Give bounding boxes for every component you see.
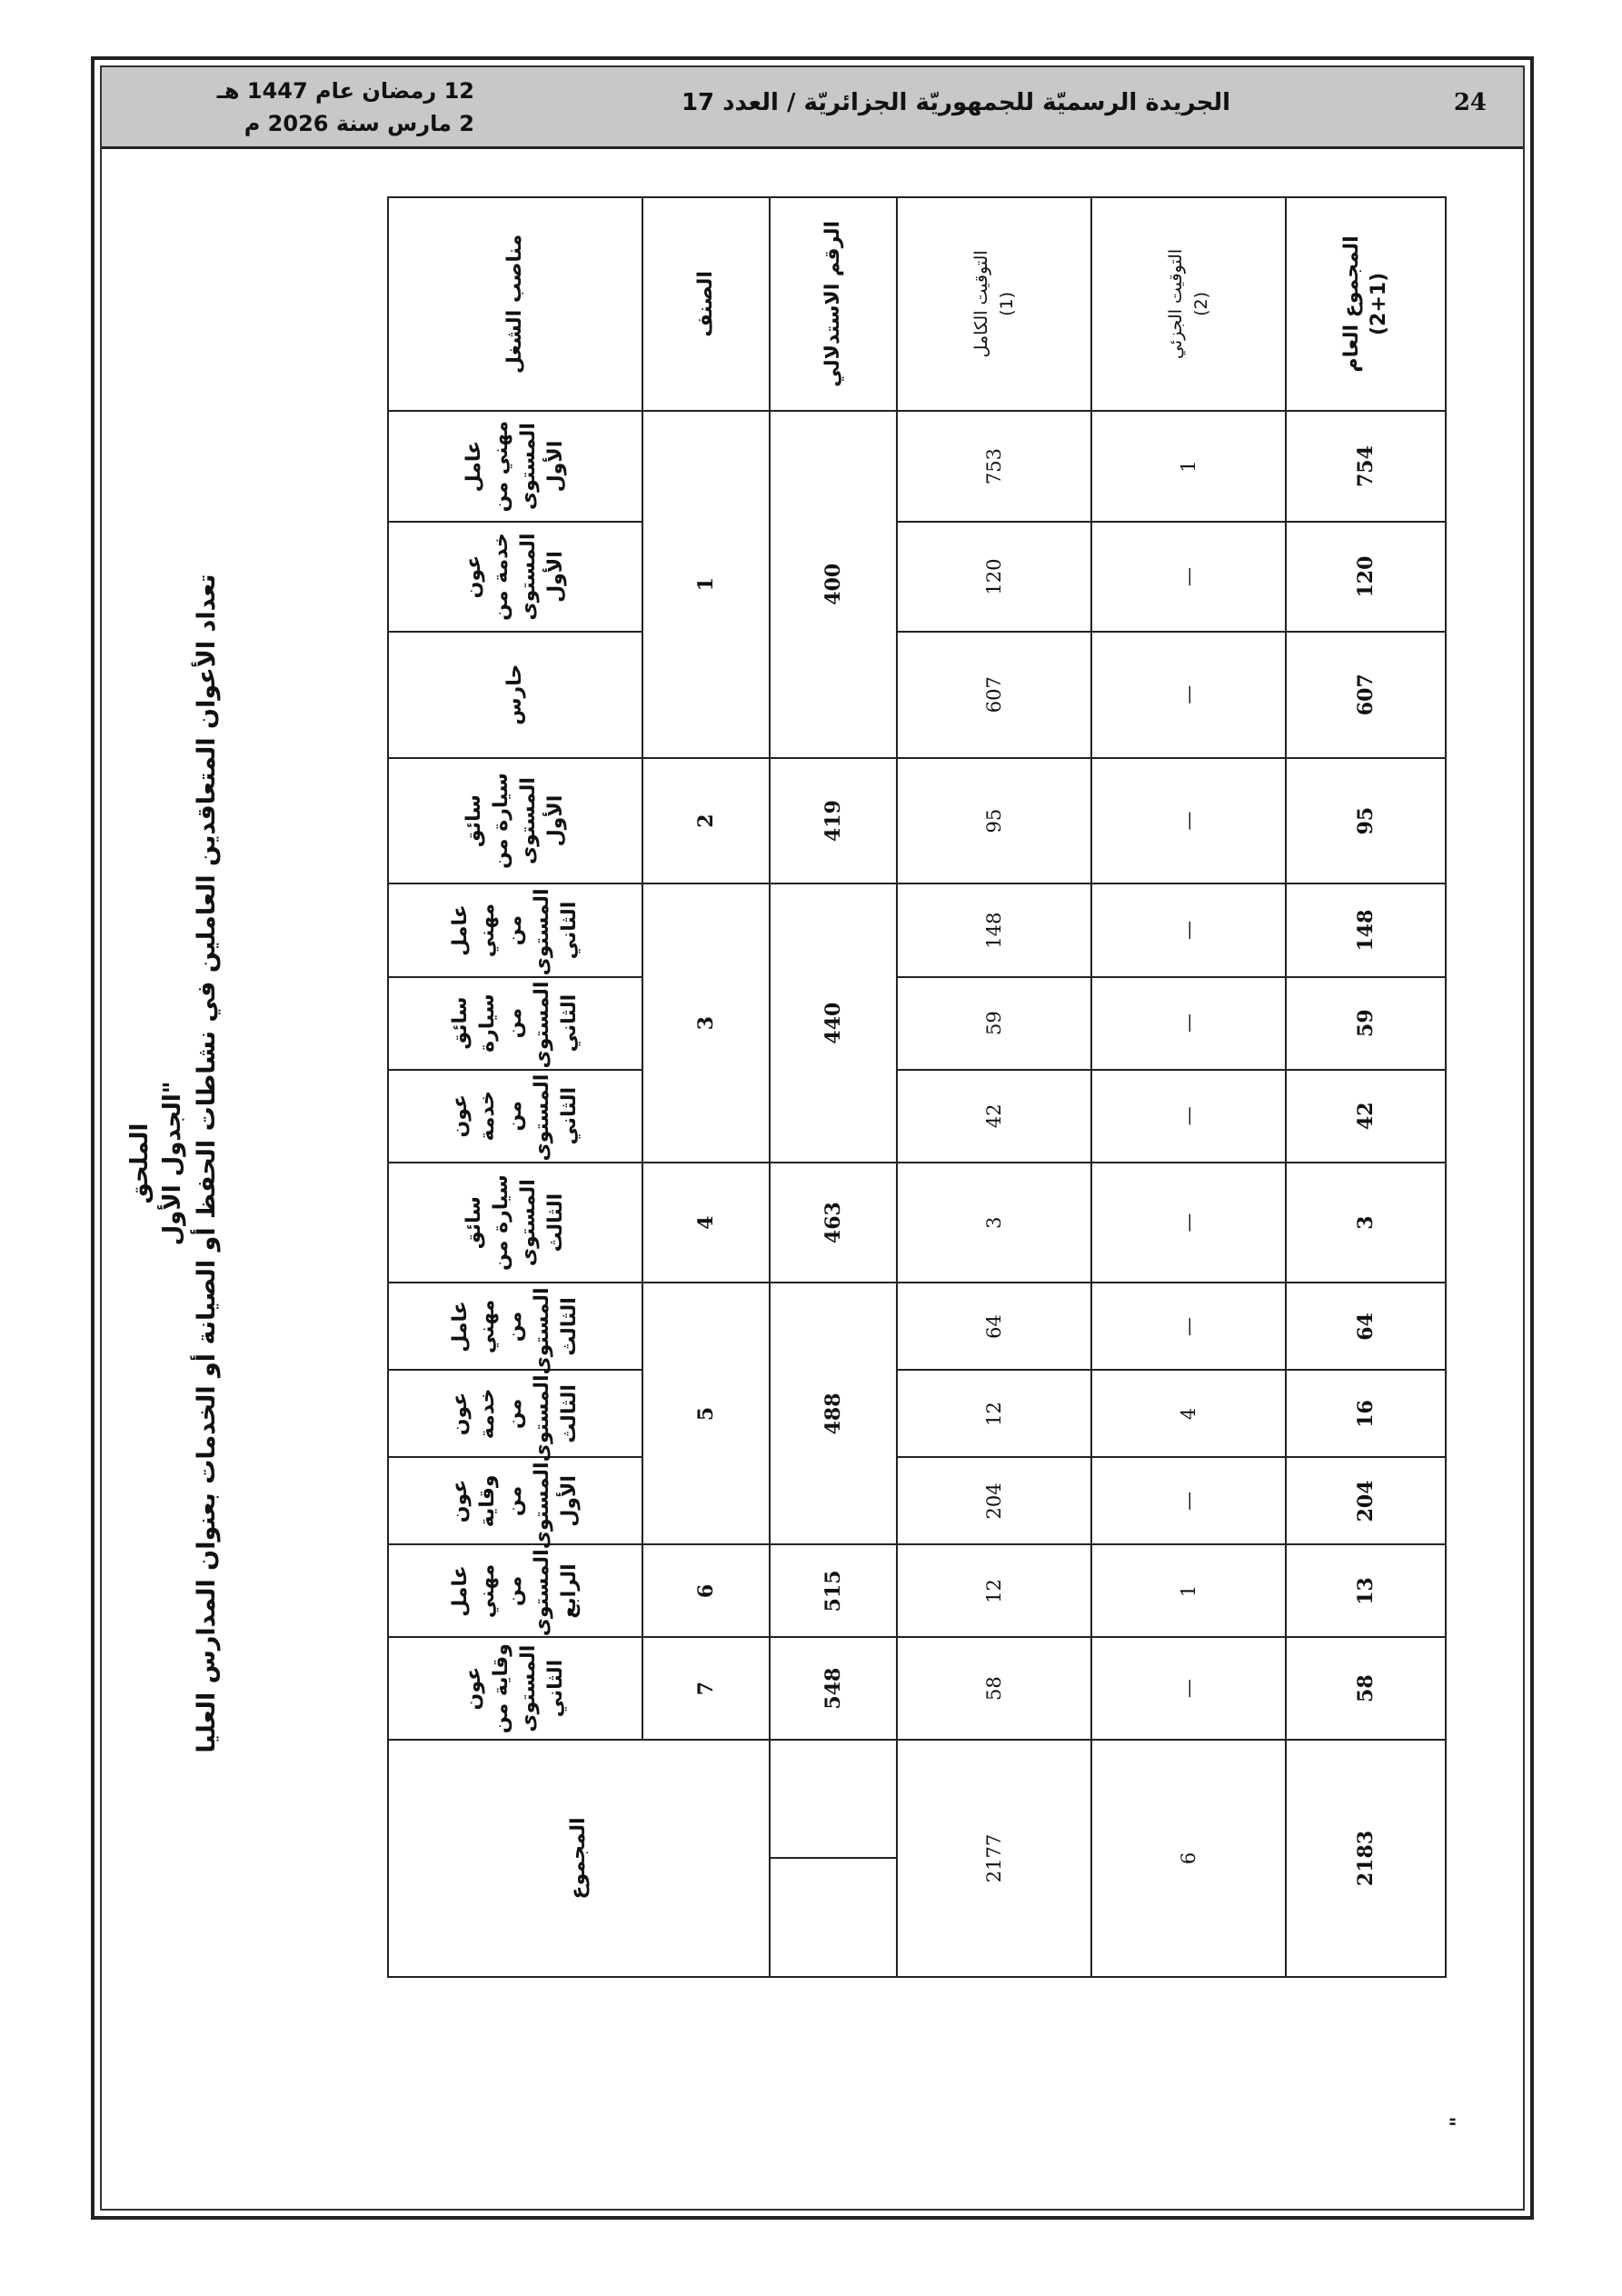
- full-time-cell: 12: [897, 1544, 1091, 1637]
- category-cell: 5: [642, 1283, 770, 1544]
- header-total: المجموع العام (1+2): [1286, 197, 1446, 411]
- index-cell: 515: [770, 1544, 897, 1637]
- full-time-cell: 148: [897, 883, 1091, 976]
- grand-total: 2183: [1286, 1740, 1446, 1977]
- index-cell: 548: [770, 1637, 897, 1739]
- index-cell: 400: [770, 411, 897, 758]
- date-hijri: 12 رمضان عام 1447 هـ: [216, 78, 474, 104]
- part-time-cell: —: [1091, 883, 1286, 976]
- full-time-cell: 753: [897, 411, 1091, 523]
- total-cell: 13: [1286, 1544, 1446, 1637]
- full-time-num: (1): [997, 291, 1017, 316]
- job-cell: عون خدمة من المستوى الثاني: [388, 1070, 642, 1163]
- total-cell: 64: [1286, 1283, 1446, 1370]
- job-cell: عون وقاية من المستوى الأول: [388, 1457, 642, 1544]
- date-gregorian: 2 مارس سنة 2026 م: [244, 111, 474, 136]
- table-title: تعداد الأعوان المتعاقدين العاملين في نشاطات الحفظ أو الصيانة أو الخدمات بعنوان المدارس العليا: [193, 574, 221, 1753]
- part-time-cell: 1: [1091, 1544, 1286, 1637]
- row-total: [1286, 197, 1446, 2144]
- full-time-cell: 95: [897, 758, 1091, 884]
- job-cell: عون وقاية من المستوى الثاني: [388, 1637, 642, 1739]
- index-cell: 488: [770, 1283, 897, 1544]
- category-cell: 4: [642, 1163, 770, 1283]
- total-cell: 42: [1286, 1070, 1446, 1163]
- category-cell: 6: [642, 1544, 770, 1637]
- annex-label: الملحق: [126, 1123, 154, 1204]
- header-part-time: [1091, 197, 1286, 411]
- journal-title: الجريدة الرسميّة للجمهوريّة الجزائريّة / العدد 17: [681, 89, 1231, 116]
- index-cell: 419: [770, 758, 897, 884]
- part-time-cell: 4: [1091, 1370, 1286, 1457]
- row-full-time: [897, 197, 1091, 2144]
- closing-quote: ": [1447, 2116, 1470, 2127]
- empty-cell: [770, 1740, 897, 1859]
- total-cell: 754: [1286, 411, 1446, 523]
- total-cell: 95: [1286, 758, 1446, 884]
- full-time-cell: 204: [897, 1457, 1091, 1544]
- part-time-cell: 1: [1091, 411, 1286, 523]
- job-cell: سائق سيارة من المستوى الثاني: [388, 977, 642, 1070]
- header-dates: [129, 75, 474, 140]
- category-cell: 1: [642, 411, 770, 758]
- total-full-time: 2177: [897, 1740, 1091, 1977]
- total-cell: 204: [1286, 1457, 1446, 1544]
- category-cell: 7: [642, 1637, 770, 1739]
- total-cell: 3: [1286, 1163, 1446, 1283]
- job-cell: عامل مهني من المستوى الثاني: [388, 883, 642, 976]
- total-cell: 607: [1286, 632, 1446, 758]
- row-index: [770, 197, 897, 2144]
- part-time-cell: —: [1091, 758, 1286, 884]
- job-cell: سائق سيارة من المستوى الأول: [388, 758, 642, 884]
- job-cell: عامل مهني من المستوى الرابع: [388, 1544, 642, 1637]
- total-cell: 16: [1286, 1370, 1446, 1457]
- staff-table: [387, 196, 1447, 2145]
- category-cell: 3: [642, 883, 770, 1162]
- job-cell: سائق سيارة من المستوى الثالث: [388, 1163, 642, 1283]
- header-row-job: [388, 197, 642, 2144]
- part-time-cell: —: [1091, 1070, 1286, 1163]
- total-label: المجموع: [388, 1740, 770, 1977]
- full-time-cell: 64: [897, 1283, 1091, 1370]
- full-time-cell: 120: [897, 522, 1091, 631]
- part-time-cell: —: [1091, 632, 1286, 758]
- part-time-cell: —: [1091, 522, 1286, 631]
- total-cell: 59: [1286, 977, 1446, 1070]
- full-time-cell: 3: [897, 1163, 1091, 1283]
- job-cell: عامل مهني من المستوى الأول: [388, 411, 642, 523]
- full-time-cell: 12: [897, 1370, 1091, 1457]
- job-cell: حارس: [388, 632, 642, 758]
- index-cell: 463: [770, 1163, 897, 1283]
- header-full-time: [897, 197, 1091, 411]
- total-cell: 148: [1286, 883, 1446, 976]
- header-job: مناصب الشغل: [388, 197, 642, 411]
- total-cell: 58: [1286, 1637, 1446, 1739]
- page-number: 24: [1453, 89, 1487, 116]
- category-cell: 2: [642, 758, 770, 884]
- job-cell: عون خدمة من المستوى الأول: [388, 522, 642, 631]
- full-time-cell: 59: [897, 977, 1091, 1070]
- table-name: "الجدول الأول: [159, 1081, 186, 1246]
- annex-caption: [124, 164, 225, 2163]
- total-cell: 120: [1286, 522, 1446, 631]
- full-time-cell: 58: [897, 1637, 1091, 1739]
- full-time-cell: 42: [897, 1070, 1091, 1163]
- part-time-label: التوقيت الجزئي: [1166, 248, 1186, 359]
- part-time-num: (2): [1191, 291, 1211, 316]
- part-time-cell: —: [1091, 1457, 1286, 1544]
- full-time-cell: 607: [897, 632, 1091, 758]
- rotated-annex-content: [118, 164, 1470, 2163]
- job-cell: عون خدمة من المستوى الثالث: [388, 1370, 642, 1457]
- header-category: الصنف: [642, 197, 770, 411]
- part-time-cell: —: [1091, 1163, 1286, 1283]
- index-cell: 440: [770, 883, 897, 1162]
- full-time-label: التوقيت الكامل: [971, 250, 991, 358]
- part-time-cell: —: [1091, 1283, 1286, 1370]
- job-cell: عامل مهني من المستوى الثالث: [388, 1283, 642, 1370]
- part-time-cell: —: [1091, 977, 1286, 1070]
- part-time-cell: —: [1091, 1637, 1286, 1739]
- empty-cell: [770, 1858, 897, 1977]
- journal-header: [102, 67, 1523, 149]
- total-part-time: 6: [1091, 1740, 1286, 1977]
- row-part-time: [1091, 197, 1286, 2144]
- header-index: الرقم الاستدلالي: [770, 197, 897, 411]
